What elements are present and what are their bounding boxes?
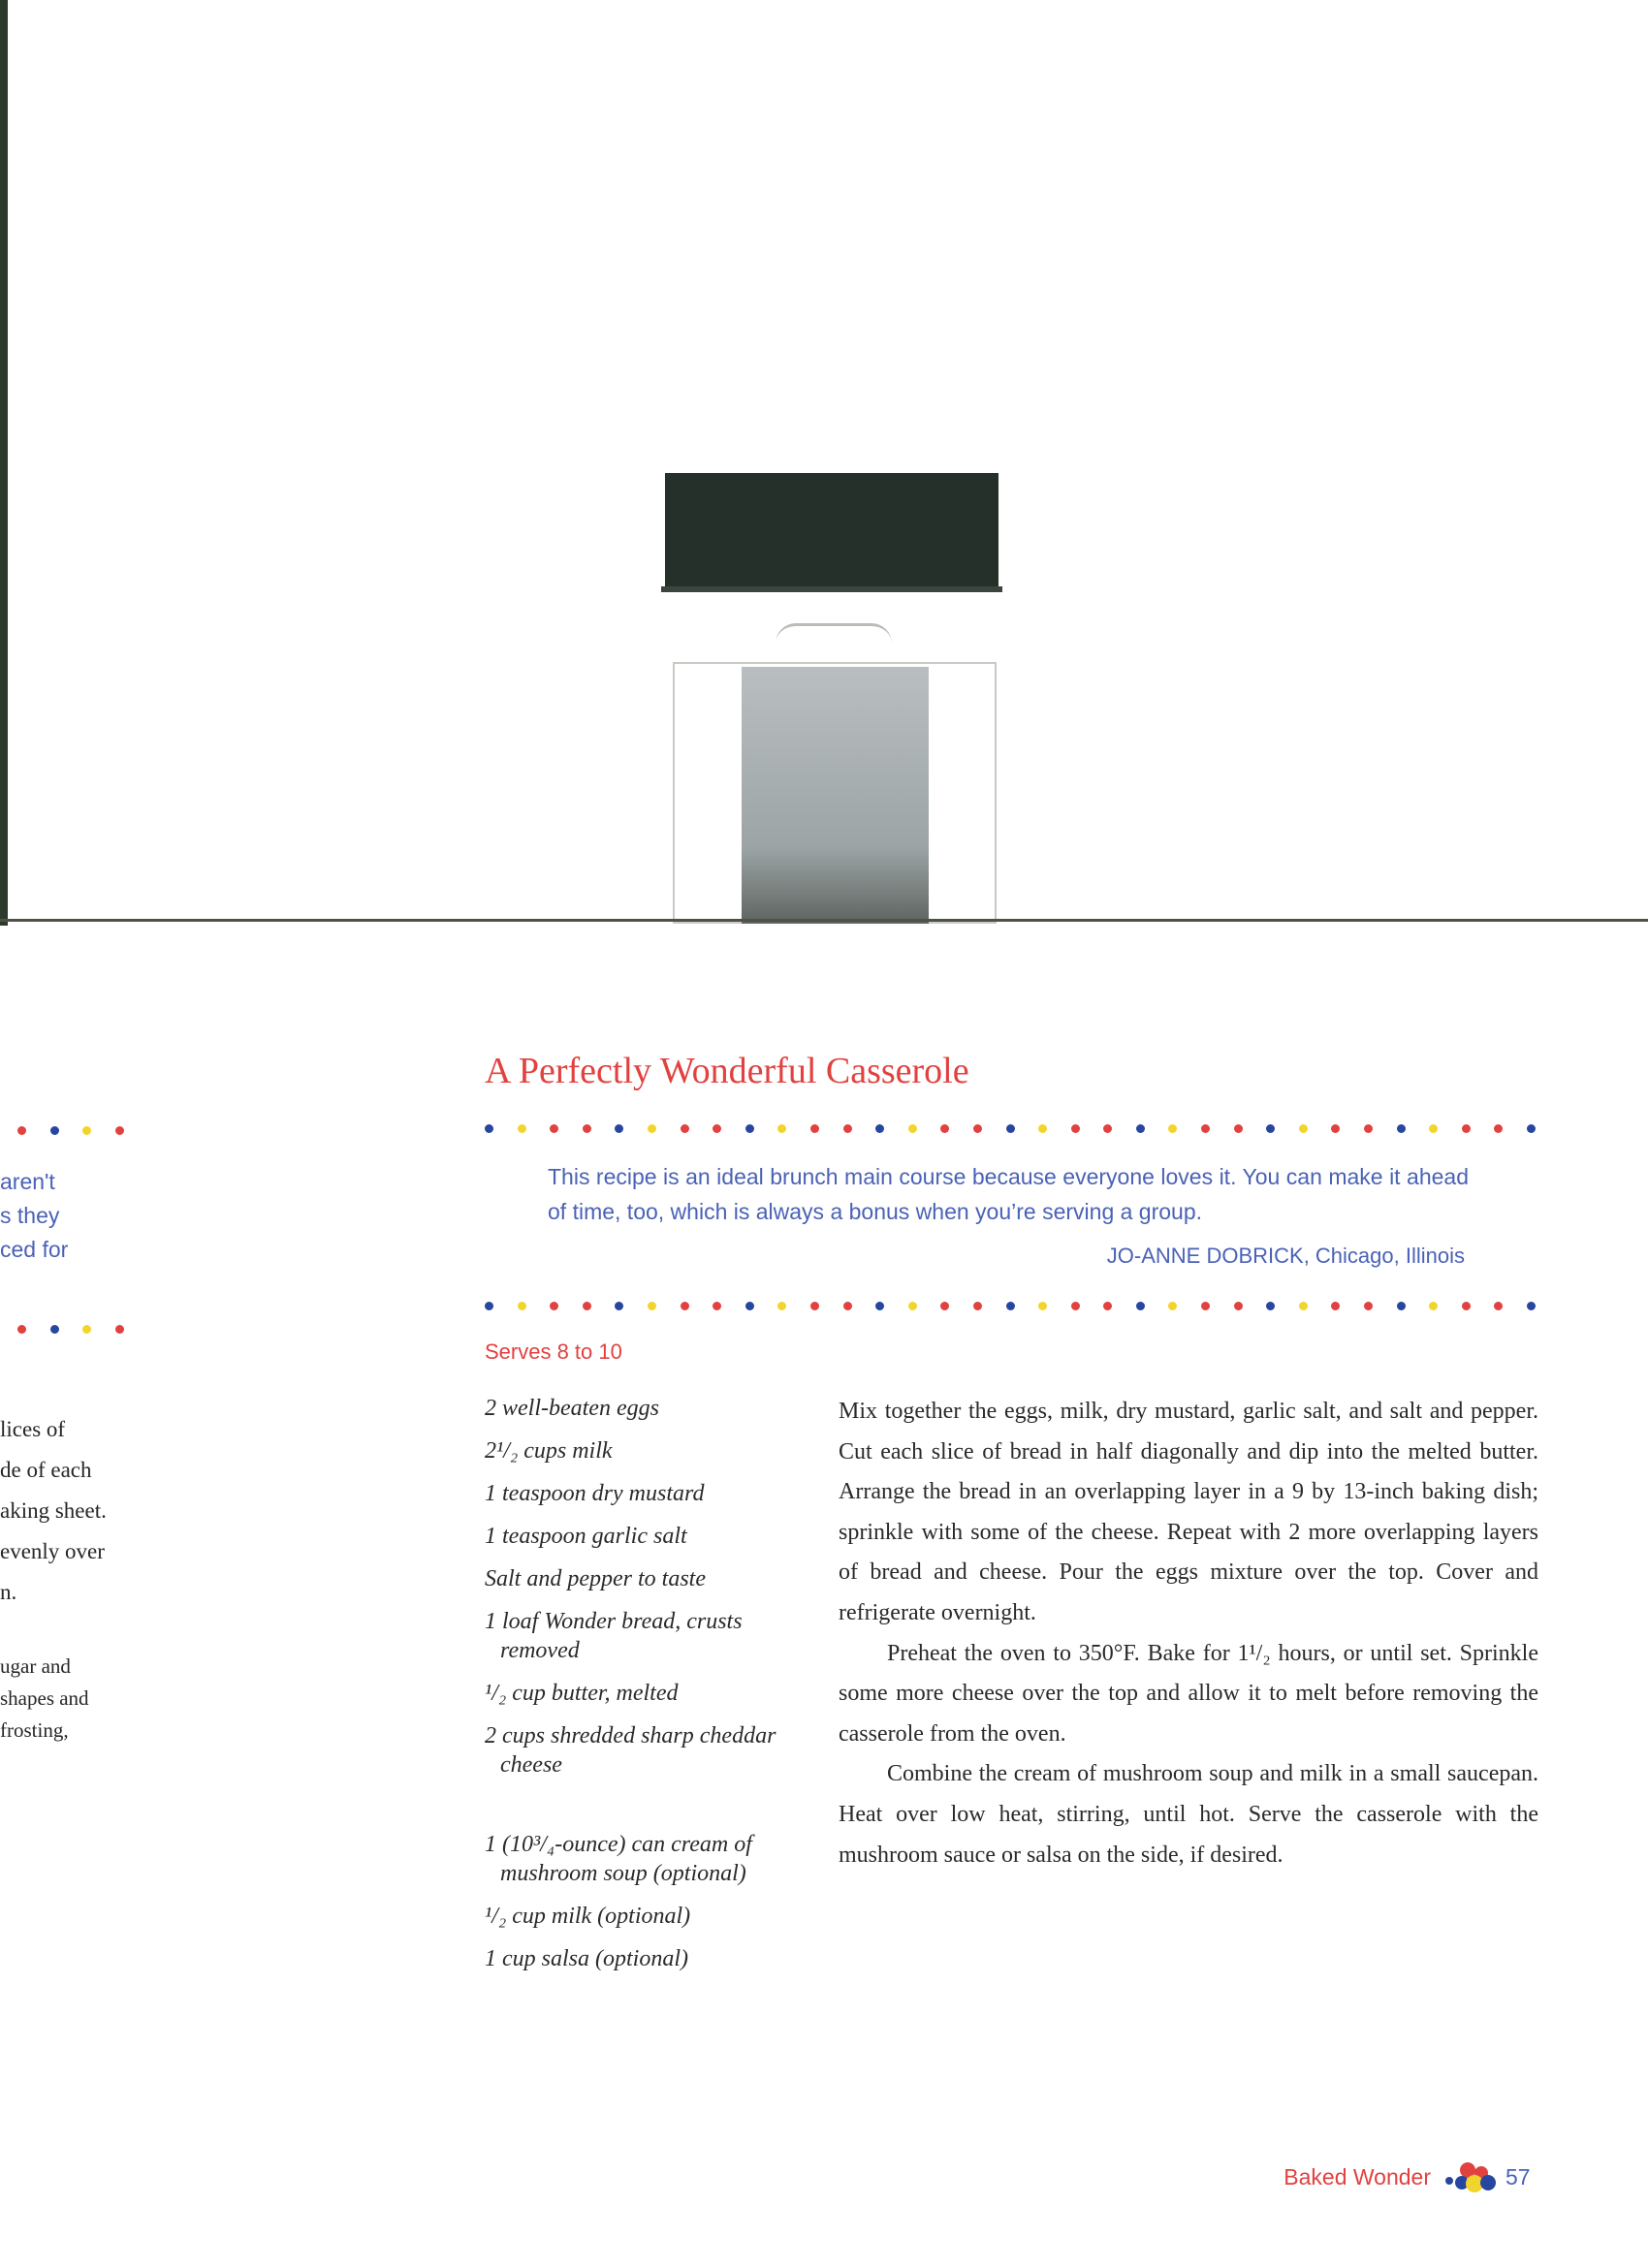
dot <box>777 1124 786 1133</box>
left-body-line: de of each <box>0 1458 92 1482</box>
ingredient-item: 2 cups shredded sharp cheddar cheese <box>485 1723 776 1778</box>
dot <box>648 1124 656 1133</box>
left-sidebar-line: aren't <box>0 1169 55 1194</box>
photo-grey-glass <box>742 667 929 924</box>
left-dot-row-top <box>17 1126 124 1135</box>
photo-block-shadow <box>661 586 1002 592</box>
dot <box>810 1302 819 1310</box>
footer-book-label: Baked Wonder <box>1284 2164 1431 2189</box>
ingredient-item: 2 well-beaten eggs <box>485 1396 659 1421</box>
dot <box>1331 1124 1340 1133</box>
dot <box>681 1124 689 1133</box>
method-paragraph: Preheat the oven to 350°F. Bake for 1¹/₂ hours, or until set. Sprinkle some more cheese over the top and allow it to melt before removing the casserole from the oven. <box>839 1640 1538 1747</box>
dot <box>1136 1302 1145 1310</box>
dot <box>1071 1124 1080 1133</box>
method-text <box>839 1392 1538 1875</box>
dot <box>810 1124 819 1133</box>
dot <box>115 1126 124 1135</box>
dot <box>50 1126 59 1135</box>
dot <box>1364 1124 1373 1133</box>
dot <box>1429 1124 1438 1133</box>
photo-dark-block <box>665 473 998 591</box>
dot <box>1038 1124 1047 1133</box>
photo-left-edge <box>0 0 8 926</box>
dot <box>1103 1302 1112 1310</box>
dot <box>550 1124 558 1133</box>
dot <box>745 1302 754 1310</box>
dot <box>875 1302 884 1310</box>
ingredient-item: ¹/₂ cup butter, melted <box>485 1681 679 1706</box>
photo-area <box>0 0 1648 926</box>
dot <box>50 1325 59 1334</box>
dot <box>550 1302 558 1310</box>
ingredient-item: ¹/₂ cup milk (optional) <box>485 1904 691 1929</box>
dot <box>1331 1302 1340 1310</box>
dot <box>940 1124 949 1133</box>
ingredient-item: 1 (10³/₄-ounce) can cream of mushroom soup (optional) <box>485 1832 752 1886</box>
photo-horizon-line <box>0 919 1648 922</box>
dot <box>908 1302 917 1310</box>
dot <box>17 1325 26 1334</box>
dot <box>615 1302 623 1310</box>
recipe-intro: This recipe is an ideal brunch main course because everyone loves it. You can make it ahead of time, too, which is always a bonus when you’re serving a group. <box>548 1164 1469 1224</box>
left-sidebar-line: s they <box>0 1203 60 1228</box>
dot <box>485 1302 493 1310</box>
dot <box>1201 1302 1210 1310</box>
dot <box>1136 1124 1145 1133</box>
dot <box>1494 1302 1503 1310</box>
dot <box>518 1124 526 1133</box>
left-body-line: frosting, <box>0 1718 69 1742</box>
method-paragraph: Combine the cream of mushroom soup and milk in a small saucepan. Heat over low heat, stirring, until hot. Serve the casserole with the mushroom sauce or salsa on the side, if desired. <box>839 1761 1538 1868</box>
dot <box>1266 1124 1275 1133</box>
dot <box>973 1302 982 1310</box>
dot <box>583 1302 591 1310</box>
ingredient-item: 1 cup salsa (optional) <box>485 1946 688 1971</box>
ingredient-item: 1 teaspoon garlic salt <box>485 1524 687 1549</box>
left-body-line: shapes and <box>0 1686 89 1710</box>
dot <box>82 1325 91 1334</box>
left-sidebar-line: ced for <box>0 1237 69 1262</box>
ingredient-item: 1 loaf Wonder bread, crusts removed <box>485 1609 743 1663</box>
dot <box>1299 1302 1308 1310</box>
dot <box>843 1302 852 1310</box>
dot-divider-bottom <box>485 1302 1536 1310</box>
dot <box>1527 1302 1536 1310</box>
dot-divider-top <box>485 1124 1536 1133</box>
dot <box>1527 1124 1536 1133</box>
dot <box>1006 1124 1015 1133</box>
dot <box>1494 1124 1503 1133</box>
recipe-title: A Perfectly Wonderful Casserole <box>485 1051 969 1091</box>
dot <box>518 1302 526 1310</box>
left-body-line: evenly over <box>0 1539 105 1563</box>
dot <box>1071 1302 1080 1310</box>
recipe-serves: Serves 8 to 10 <box>485 1339 622 1364</box>
page-number: 57 <box>1505 2164 1531 2189</box>
ingredient-list <box>485 1394 805 1987</box>
dot <box>973 1124 982 1133</box>
dot <box>1397 1124 1406 1133</box>
dot <box>1234 1302 1243 1310</box>
left-body-line: aking sheet. <box>0 1498 107 1523</box>
dot <box>583 1124 591 1133</box>
left-dot-row-bottom <box>17 1325 124 1334</box>
left-body-line: lices of <box>0 1417 66 1441</box>
left-body-line: n. <box>0 1580 17 1604</box>
dot <box>1397 1302 1406 1310</box>
dot <box>713 1124 721 1133</box>
dot <box>1168 1124 1177 1133</box>
dot <box>1234 1124 1243 1133</box>
dot <box>485 1124 493 1133</box>
ingredient-item: 1 teaspoon dry mustard <box>485 1481 705 1506</box>
photo-dome-outline <box>776 623 892 644</box>
dot <box>115 1325 124 1334</box>
left-body-line: ugar and <box>0 1654 71 1678</box>
dot <box>908 1124 917 1133</box>
recipe-attribution: JO-ANNE DOBRICK, Chicago, Illinois <box>1106 1244 1465 1268</box>
wonder-balloons-logo-icon <box>1444 2161 1501 2194</box>
dot <box>1429 1302 1438 1310</box>
dot <box>940 1302 949 1310</box>
dot <box>1168 1302 1177 1310</box>
dot <box>713 1302 721 1310</box>
dot <box>615 1124 623 1133</box>
ingredient-item: 2¹/₂ cups milk <box>485 1438 613 1464</box>
ingredient-item: Salt and pepper to taste <box>485 1566 706 1591</box>
dot <box>1462 1124 1471 1133</box>
dot <box>1462 1302 1471 1310</box>
dot <box>1266 1302 1275 1310</box>
dot <box>17 1126 26 1135</box>
dot <box>1103 1124 1112 1133</box>
dot <box>681 1302 689 1310</box>
dot <box>875 1124 884 1133</box>
dot <box>843 1124 852 1133</box>
dot <box>777 1302 786 1310</box>
dot <box>1299 1124 1308 1133</box>
dot <box>82 1126 91 1135</box>
method-paragraph: Mix together the eggs, milk, dry mustard, garlic salt, and salt and pepper. Cut each slice of bread in half diagonally and dip into the melted butter. Arrange the bread in an overlapping layer in a 9 by 13-inch baking dish; sprinkle with some of the cheese. Repeat with 2 more overlapping layers of bread and cheese. Pour the eggs mixture over the top. Cover and refrigerate overnight. <box>839 1399 1538 1625</box>
dot <box>1201 1124 1210 1133</box>
dot <box>1038 1302 1047 1310</box>
dot <box>648 1302 656 1310</box>
dot <box>1364 1302 1373 1310</box>
dot <box>745 1124 754 1133</box>
dot <box>1006 1302 1015 1310</box>
